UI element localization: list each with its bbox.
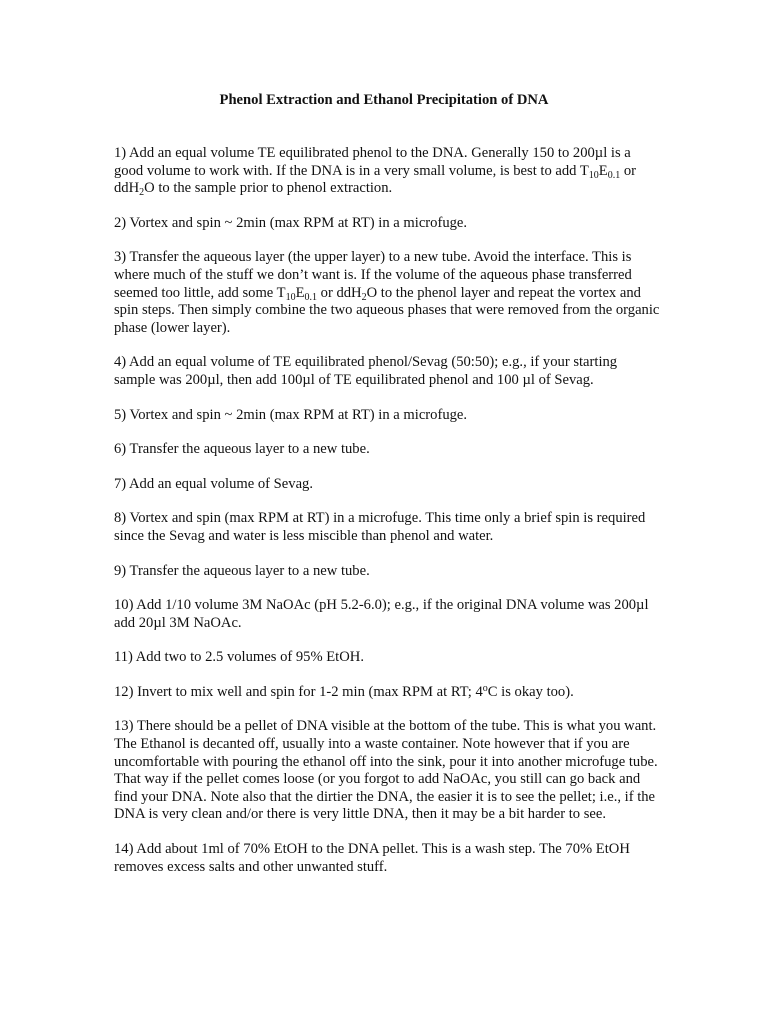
step-13: 13) There should be a pellet of DNA visible at the bottom of the tube. This is what you want. The Ethanol is decanted off, usually into a waste container. Note however that if you are uncomfortable with pouring the ethanol off into the sink, pour it into another microfuge tube. That way if the pellet comes loose (or you forgot to add NaOAc, you still can go back and find your DNA. Note also that the dirtier the DNA, the easier it is to see the pellet; i.e., if the DNA is very clean and/or there is very little DNA, then it may be a bit harder to see. xyxy=(114,718,658,823)
step-12-text-end: C is okay too). xyxy=(487,683,574,700)
step-2: 2) Vortex and spin ~ 2min (max RPM at RT) in a microfuge. xyxy=(114,214,468,231)
step-1-text: 1) Add an equal volume TE equilibrated phenol to the DNA. Generally 150 to 200µl is a good volume to work with. If the DNA is in a very small volume, is best to add T xyxy=(114,145,631,179)
step-3-subscript-h: 2 xyxy=(361,291,367,303)
protocol-steps xyxy=(114,145,660,893)
step-3-text-e: E xyxy=(295,284,305,301)
step-1-text-e: E xyxy=(598,162,608,179)
step-3 xyxy=(114,249,660,337)
step-3-text-ddh: or ddH xyxy=(317,284,362,301)
step-1-subscript-e: 0.1 xyxy=(607,169,621,181)
step-12-text: 12) Invert to mix well and spin for 1-2 min (max RPM at RT; 4 xyxy=(114,683,483,700)
document-title: Phenol Extraction and Ethanol Precipitation of DNA xyxy=(219,92,549,108)
step-3-text: 3) Transfer the aqueous layer (the upper layer) to a new tube. Avoid the interface. This is where much of the stuff we don’t want is. If the volume of the aqueous phase transferred seemed too little, add some T xyxy=(114,249,632,301)
step-3-text-end: O to the phenol layer and repeat the vortex and spin steps. Then simply combine the two aqueous phases that were removed from the organic phase (lower layer). xyxy=(114,284,660,336)
step-4: 4) Add an equal volume of TE equilibrated phenol/Sevag (50:50); e.g., if your starting sample was 200µl, then add 100µl of TE equilibrated phenol and 100 µl of Sevag. xyxy=(114,354,618,388)
step-1-text-ddh: or ddH xyxy=(114,162,637,197)
step-1-subscript-h: 2 xyxy=(139,187,145,199)
step-11: 11) Add two to 2.5 volumes of 95% EtOH. xyxy=(114,649,364,666)
step-10: 10) Add 1/10 volume 3M NaOAc (pH 5.2-6.0); e.g., if the original DNA volume was 200µl add 20µl 3M NaOAc. xyxy=(114,597,649,631)
step-3-subscript-t: 10 xyxy=(285,291,296,303)
step-7: 7) Add an equal volume of Sevag. xyxy=(114,475,313,492)
step-5: 5) Vortex and spin ~ 2min (max RPM at RT) in a microfuge. xyxy=(114,406,468,423)
step-9: 9) Transfer the aqueous layer to a new tube. xyxy=(114,562,370,579)
step-3-subscript-e: 0.1 xyxy=(304,291,317,303)
step-6: 6) Transfer the aqueous layer to a new tube. xyxy=(114,441,370,458)
step-12 xyxy=(114,684,660,702)
step-1-subscript-t: 10 xyxy=(588,169,599,181)
step-8: 8) Vortex and spin (max RPM at RT) in a microfuge. This time only a brief spin is required since the Sevag and water is less miscible than phenol and water. xyxy=(114,510,646,544)
step-14: 14) Add about 1ml of 70% EtOH to the DNA pellet. This is a wash step. The 70% EtOH removes excess salts and other unwanted stuff. xyxy=(114,841,630,875)
step-1 xyxy=(114,145,660,198)
step-12-degree-superscript: o xyxy=(482,682,488,694)
step-1-text-end: O to the sample prior to phenol extraction. xyxy=(144,180,393,197)
